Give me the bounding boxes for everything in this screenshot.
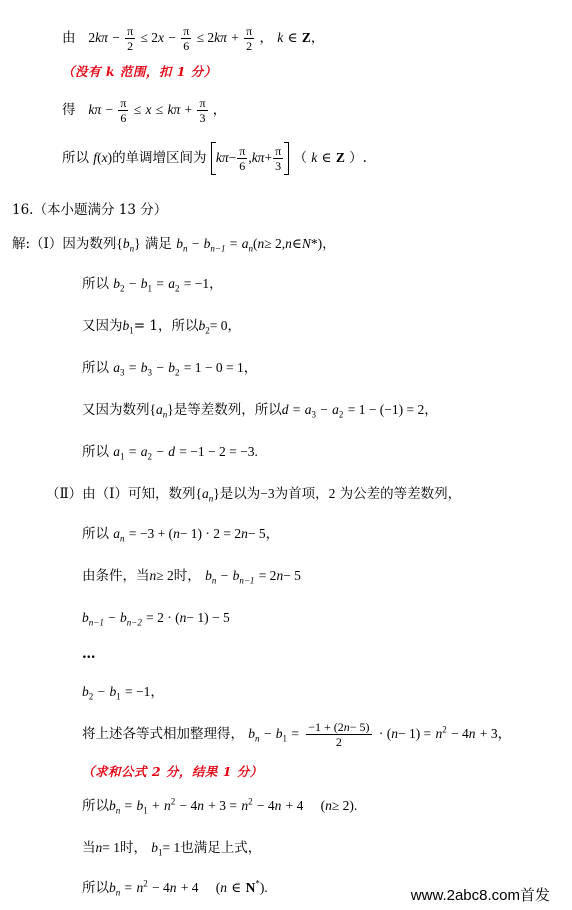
fraction: $\frac{\pi}{6}$	[183, 24, 190, 53]
fraction: $\frac{\pi}{2}$	[127, 24, 134, 53]
solution-line-15: 当n= 1时， $b_1= 1$也满足上式，	[82, 840, 262, 858]
solution-line-13: 将上述各等式相加整理得， $b_n - b_1$ = $\frac{-1 + (2n- 5)}{2}$ · $(n- 1) = n^2 - 4n + 3$，	[82, 720, 512, 749]
solution-line-9: 由条件，当n≥ 2时， $b_n - b_{n-1} = 2n- 5$	[82, 568, 301, 586]
solution-line-6: 所以 $a_1 = a_2 - d = -1 - 2 = -3$.	[82, 444, 258, 462]
fraction: $\frac{\pi}{6}$	[120, 96, 127, 125]
solution-line-8: 所以 $a_n = -3 + (n- 1) \cdot 2 = 2n- 5$，	[82, 526, 280, 544]
question-header: 16.（本小题满分 13 分）	[12, 202, 168, 218]
fraction: $\frac{\pi}{2}$	[246, 24, 253, 53]
solution-line-3: 又因为$b_1= 1$，所以$b_2= 0$，	[82, 318, 241, 336]
solution-line-16: 所以$b_n = n^2 - 4n + 4$ (n ∈ N*).	[82, 878, 268, 898]
solution-line-5: 又因为数列$\{a_n\}$是等差数列，所以$d = a_3 - a_2 = 1 - (-1) = 2$，	[82, 402, 438, 420]
solution-line-14: 所以$b_n = b_1 + n^2 - 4n + 3 = n^2 - 4n + 4$ (n≥ 2).	[82, 796, 358, 816]
interval-bracket: kπ− $\frac{\pi}{6}$ ,kπ+ $\frac{\pi}{3}$	[211, 142, 289, 175]
watermark: www.2abc8.com首发	[410, 887, 550, 904]
fraction: $\frac{\pi}{3}$	[275, 144, 282, 173]
formula-line-2: 得 kπ − $\frac{\pi}{6}$ ≤ x ≤ kπ + $\frac{\pi}{3}$ ，	[62, 96, 227, 125]
solution-line-4: 所以 $a_3 = b_3 - b_2 = 1 - 0 = 1$，	[82, 360, 258, 378]
solution-line-10: $b_{n-1} - b_{n-2} = 2 \cdot (n- 1) - 5$	[82, 610, 230, 628]
solution-line-7: （Ⅱ）由（Ⅰ）可知，数列$\{a_n\}$是以为−3为首项，2 为公差的等差数列，	[46, 486, 462, 504]
fraction: $\frac{\pi}{3}$	[199, 96, 206, 125]
solution-line-12: $b_2 - b_1 = -1$，	[82, 684, 164, 702]
formula-line-1: 由 2kπ − $\frac{\pi}{2}$ ≤ 2x − $\frac{\pi}{6}$ ≤ 2kπ + $\frac{\pi}{2}$ ， k ∈ Z，	[62, 24, 325, 53]
fraction: $\frac{\pi}{6}$	[239, 144, 246, 173]
solution-line-2: 所以 $b_2 - b_1 = a_2 = -1$，	[82, 276, 223, 294]
grading-note-1: （没有 k 范围，扣 1 分）	[62, 64, 217, 79]
ellipsis: …	[82, 646, 95, 662]
formula-line-3: 所以 f(x)的单调增区间为 kπ− $\frac{\pi}{6}$ ,kπ+ $\frac{\pi}{3}$ （ k ∈ Z ）.	[62, 144, 367, 173]
grading-note-2: （求和公式 2 分，结果 1 分）	[82, 764, 263, 779]
fraction: $\frac{-1 + (2n- 5)}{2}$	[308, 720, 370, 749]
solution-line-1: 解:（Ⅰ）因为数列$\{b_n\}$ 满足 $b_n - b_{n-1} = a_n(n\ge$ 2,n∈N*)，	[12, 236, 336, 254]
